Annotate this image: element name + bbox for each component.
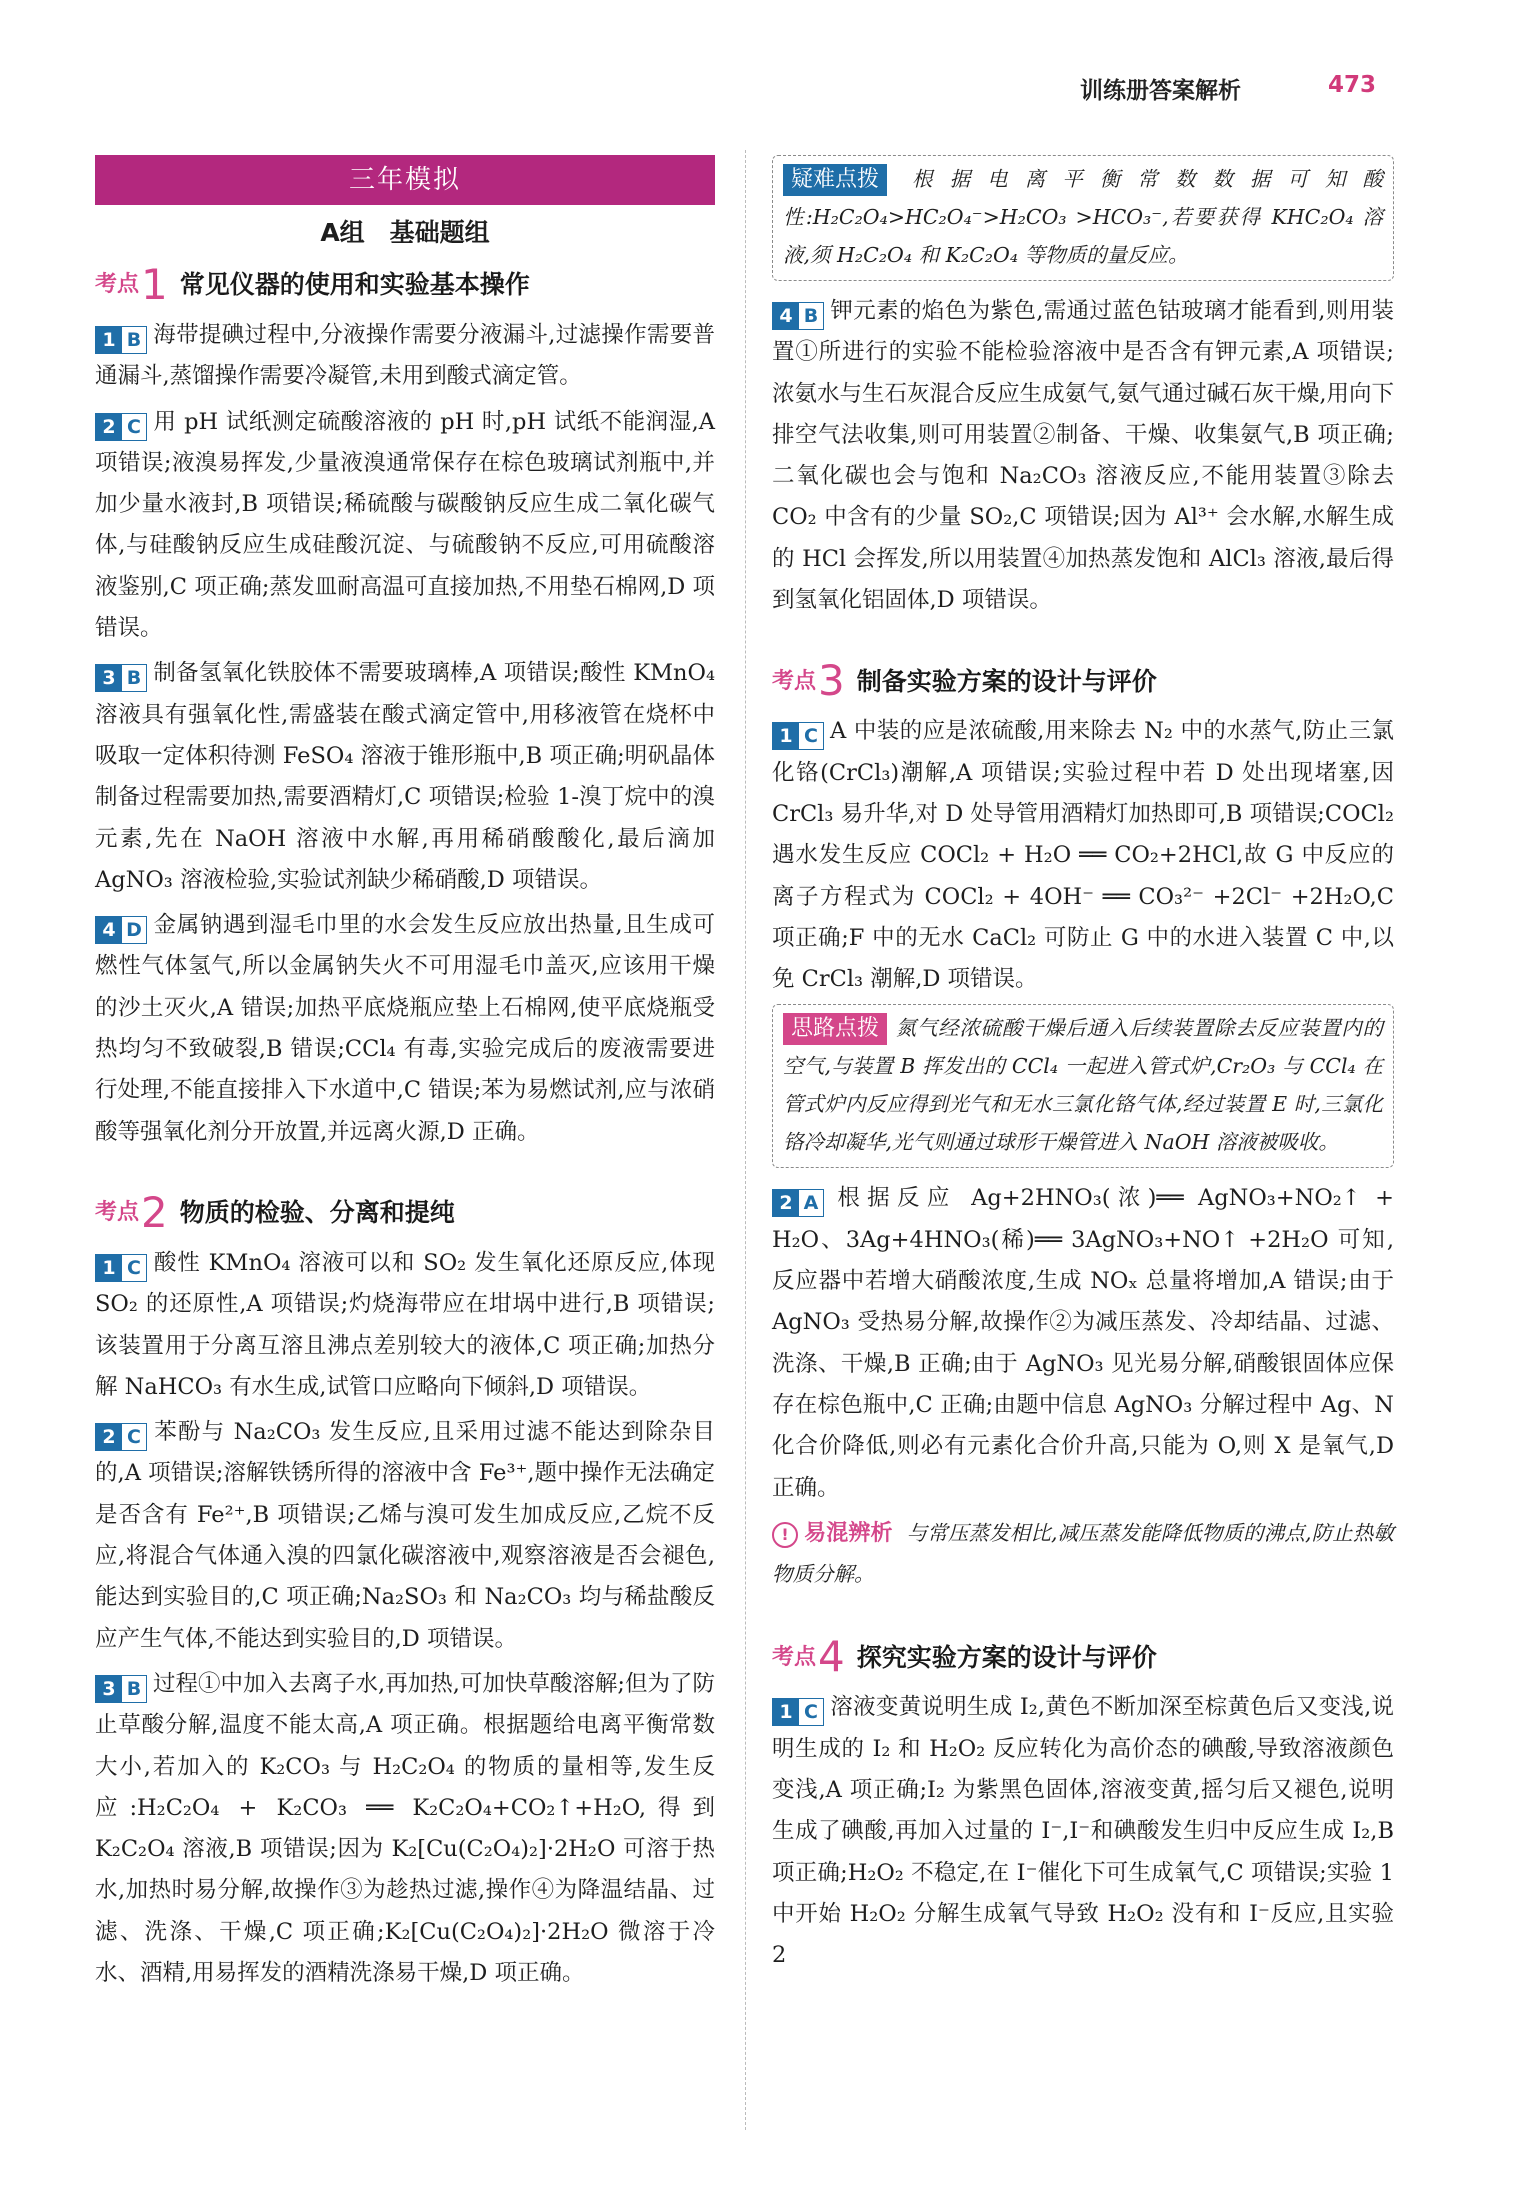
answer-text: 溶液变黄说明生成 I₂,黄色不断加深至棕黄色后又变浅,说明生成的 I₂ 和 H₂O₂ 反应转化为高价态的碘酸,导致溶液颜色变浅,A 项正确;I₂ 为紫黑色固体,溶液变黄,摇匀后又褪色,说明生成了碘酸,再加入过量的 I⁻,I⁻和碘酸发生归中反应生成 I₂,B 项正确;H₂O₂ 不稳定,在 I⁻催化下可生成氧气,C 项错误;实验 1 中开始 H₂O₂ 分解生成氧气导致 H₂O₂ 没有和 I⁻反应,且实验 2	[772, 1694, 1394, 1969]
kaodian-number: 4	[818, 1632, 845, 1682]
answer-text: 根据反应 Ag+2HNO₃(浓)══ AgNO₃+NO₂↑ + H₂O、3Ag+4HNO₃(稀)══ 3AgNO₃+NO↑ +2H₂O 可知,反应器中若增大硝酸浓度,生成 NOₓ 总量将增加,A 错误;由于AgNO₃ 受热易分解,故操作②为减压蒸发、冷却结晶、过滤、洗涤、干燥,B 正确;由于 AgNO₃ 见光易分解,硝酸银固体应保存在棕色瓶中,C 正确;由题中信息 AgNO₃ 分解过程中 Ag、N 化合价降低,则必有元素化合价升高,只能为 O,则 X 是氧气,D 正确。	[772, 1185, 1394, 1501]
kaodian-heading-1	[95, 259, 715, 311]
exclamation-icon: !	[772, 1522, 798, 1548]
answer-text: 金属钠遇到湿毛巾里的水会发生反应放出热量,且生成可燃性气体氢气,所以金属钠失火不可用湿毛巾盖灭,应该用干燥的沙土灭火,A 错误;加热平底烧瓶应垫上石棉网,使平底烧瓶受热均匀不致破裂,B 错误;CCl₄ 有毒,实验完成后的废液需要进行处理,不能直接排入下水道中,C 错误;苯为易燃试剂,应与浓硝酸等强氧化剂分开放置,并远离火源,D 正确。	[95, 912, 715, 1145]
mistake-note	[772, 1513, 1394, 1596]
answer-text: A 中装的应是浓硫酸,用来除去 N₂ 中的水蒸气,防止三氯化铬(CrCl₃)潮解,A 项错误;实验过程中若 D 处出现堵塞,因 CrCl₃ 易升华,对 D 处导管用酒精灯加热即可,B 项错误;COCl₂ 遇水发生反应 COCl₂ + H₂O ══ CO₂+2HCl,故 G 中反应的离子方程式为 COCl₂ + 4OH⁻ ══ CO₃²⁻ +2Cl⁻ +2H₂O,C 项正确;F 中的无水 CaCl₂ 可防止 G 中的水进入装置 C 中,以免 CrCl₃ 潮解,D 项错误。	[772, 718, 1394, 993]
kaodian-number: 1	[141, 260, 168, 309]
answer-badge: 1 B	[95, 326, 147, 354]
kaodian-title: 制备实验方案的设计与评价	[856, 666, 1157, 696]
answer-badge: 4 B	[772, 302, 824, 330]
answer-text: 钾元素的焰色为紫色,需通过蓝色钴玻璃才能看到,则用装置①所进行的实验不能检验溶液中是否含有钾元素,A 项错误;浓氨水与生石灰混合反应生成氨气,氨气通过碱石灰干燥,用向下排空气法收集,则可用装置②制备、干燥、收集氨气,B 项正确;二氧化碳也会与饱和 Na₂CO₃ 溶液反应,不能用装置③除去 CO₂ 中含有的少量 SO₂,C 项错误;因为 Al³⁺ 会水解,水解生成的 HCl 会挥发,所以用装置④加热蒸发饱和 AlCl₃ 溶液,最后得到氢氧化铝固体,D 项错误。	[772, 298, 1394, 614]
page-header	[1010, 70, 1410, 110]
kaodian-title: 探究实验方案的设计与评价	[856, 1642, 1157, 1672]
section-banner: 三年模拟	[95, 155, 715, 205]
answer-badge: 3 B	[95, 664, 147, 692]
answer-item	[95, 1412, 715, 1660]
mistake-text: 与常压蒸发相比,减压蒸发能降低物质的沸点,防止热敏物质分解。	[772, 1520, 1394, 1587]
right-column	[772, 155, 1394, 1981]
kaodian-number: 3	[818, 656, 845, 706]
group-title: A组 基础题组	[320, 218, 490, 247]
answer-badge: 1 C	[95, 1254, 147, 1282]
answer-badge: 3 B	[95, 1675, 147, 1703]
answer-text: 海带提碘过程中,分液操作需要分液漏斗,过滤操作需要普通漏斗,蒸馏操作需要冷凝管,未用到酸式滴定管。	[95, 322, 715, 390]
running-title: 训练册答案解析	[1080, 78, 1241, 104]
kaodian-heading-2	[95, 1187, 715, 1239]
answer-text: 过程①中加入去离子水,再加热,可加快草酸溶解;但为了防止草酸分解,温度不能太高,A 项正确。根据题给电离平衡常数大小,若加入的 K₂CO₃ 与 H₂C₂O₄ 的物质的量相等,发生反应:H₂C₂O₄ + K₂CO₃ ══ K₂C₂O₄+CO₂↑+H₂O,得到 K₂C₂O₄ 溶液,B 项错误;因为 K₂[Cu(C₂O₄)₂]·2H₂O 可溶于热水,加热时易分解,故操作③为趁热过滤,操作④为降温结晶、过滤、洗涤、干燥,C 项正确;K₂[Cu(C₂O₄)₂]·2H₂O 微溶于冷水、酒精,用易挥发的酒精洗涤易干燥,D 项正确。	[95, 1670, 715, 1986]
answer-badge: 2 C	[95, 413, 147, 441]
kaodian-heading-4	[772, 1631, 1394, 1683]
kaodian-prefix: 考点	[772, 1644, 817, 1670]
answer-item	[95, 905, 715, 1153]
kaodian-heading-3	[772, 655, 1394, 707]
answer-text: 用 pH 试纸测定硫酸溶液的 pH 时,pH 试纸不能润湿,A 项错误;液溴易挥发,少量液溴通常保存在棕色玻璃试剂瓶中,并加少量水液封,B 项错误;稀硫酸与碳酸钠反应生成二氧化碳气体,与硅酸钠反应生成硅酸沉淀、与硫酸钠不反应,可用硫酸溶液鉴别,C 项正确;蒸发皿耐高温可直接加热,不用垫石棉网,D 项错误。	[95, 408, 715, 642]
answer-item	[95, 315, 715, 398]
kaodian-number: 2	[141, 1187, 168, 1237]
tip-label: 疑难点拨	[783, 164, 887, 196]
kaodian-prefix: 考点	[95, 1200, 140, 1226]
answer-badge: 2 A	[772, 1189, 824, 1217]
answer-badge: 1 C	[772, 722, 824, 750]
answer-badge: 1 C	[772, 1698, 824, 1726]
tip-text: 氮气经浓硫酸干燥后通入后续装置除去反应装置内的空气,与装置 B 挥发出的 CCl₄ 一起进入管式炉,Cr₂O₃ 与 CCl₄ 在管式炉内反应得到光气和无水三氯化铬气体,经过装置 E 时,三氯化铬冷却凝华,光气则通过球形干燥管进入 NaOH 溶液被吸收。	[783, 1016, 1383, 1155]
kaodian-prefix: 考点	[772, 668, 817, 694]
kaodian-title: 常见仪器的使用和实验基本操作	[179, 270, 530, 300]
answer-item	[772, 1687, 1394, 1976]
answer-text: 酸性 KMnO₄ 溶液可以和 SO₂ 发生氧化还原反应,体现 SO₂ 的还原性,A 项错误;灼烧海带应在坩埚中进行,B 项错误;该装置用于分离互溶且沸点差别较大的液体,C 项正确;加热分解 NaHCO₃ 有水生成,试管口应略向下倾斜,D 项错误。	[95, 1249, 715, 1400]
answer-text: 苯酚与 Na₂CO₃ 发生反应,且采用过滤不能达到除杂目的,A 项错误;溶解铁锈所得的溶液中含 Fe³⁺,题中操作无法确定是否含有 Fe²⁺,B 项错误;乙烯与溴可发生加成反应,乙烷不反应,将混合气体通入溴的四氯化碳溶液中,观察溶液是否会褪色,能达到实验目的,C 项正确;Na₂SO₃ 和 Na₂CO₃ 均与稀盐酸反应产生气体,不能达到实验目的,D 项错误。	[95, 1419, 715, 1652]
column-divider	[745, 150, 746, 2130]
left-column	[95, 155, 715, 1998]
answer-text: 制备氢氧化铁胶体不需要玻璃棒,A 项错误;酸性 KMnO₄ 溶液具有强氧化性,需盛装在酸式滴定管中,用移液管在烧杯中吸取一定体积待测 FeSO₄ 溶液于锥形瓶中,B 项正确;明矾晶体制备过程需要加热,需要酒精灯,C 项错误;检验 1-溴丁烷中的溴元素,先在 NaOH 溶液中水解,再用稀硝酸酸化,最后滴加 AgNO₃ 溶液检验,实验试剂缺少稀硝酸,D 项错误。	[95, 660, 715, 893]
tip-label: 思路点拨	[783, 1013, 887, 1045]
answer-item	[772, 291, 1394, 621]
answer-item	[95, 402, 715, 650]
answer-item	[772, 1178, 1394, 1508]
kaodian-prefix: 考点	[95, 272, 140, 298]
tip-box	[772, 155, 1394, 281]
answer-item	[772, 711, 1394, 1000]
answer-item	[95, 653, 715, 901]
page-number: 473	[1328, 72, 1377, 98]
mistake-label: 易混辨析	[804, 1520, 893, 1546]
kaodian-title: 物质的检验、分离和提纯	[179, 1198, 455, 1228]
answer-badge: 2 C	[95, 1423, 147, 1451]
tip-text: 根据电离平衡常数数据可知酸性:H₂C₂O₄>HC₂O₄⁻>H₂CO₃ >HCO₃⁻,若要获得 KHC₂O₄ 溶液,须 H₂C₂O₄ 和 K₂C₂O₄ 等物质的量反应。	[783, 167, 1383, 267]
answer-badge: 4 D	[95, 916, 147, 944]
tip-box	[772, 1004, 1394, 1168]
answer-item	[95, 1243, 715, 1408]
answer-item	[95, 1664, 715, 1994]
